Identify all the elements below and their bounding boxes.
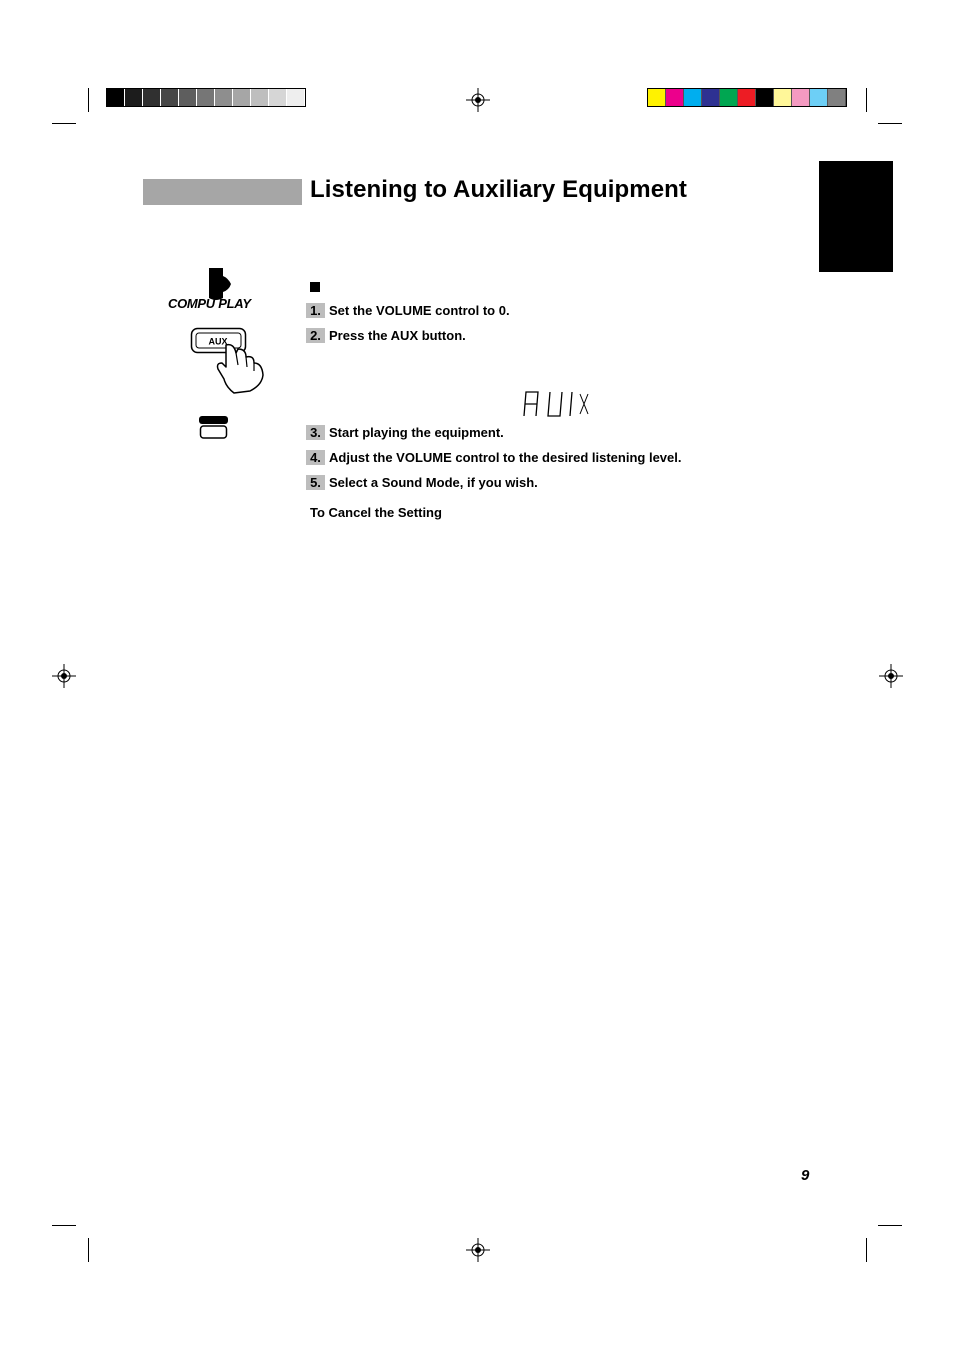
- step-2: [306, 328, 466, 343]
- color-swatch: [720, 89, 738, 106]
- color-swatch: [648, 89, 666, 106]
- page-number: 9: [801, 1167, 810, 1184]
- color-swatch: [125, 89, 143, 106]
- step-number: 1.: [306, 303, 325, 318]
- color-swatch: [702, 89, 720, 106]
- indicator-lamp-icon: [198, 415, 230, 441]
- registration-mark-top: [466, 88, 490, 112]
- color-swatch: [684, 89, 702, 106]
- registration-mark-right: [879, 664, 903, 688]
- color-swatch: [179, 89, 197, 106]
- color-swatch: [774, 89, 792, 106]
- title-accent-bar: [143, 179, 302, 205]
- step-3: [306, 425, 504, 440]
- color-swatch: [107, 89, 125, 106]
- section-tab: [819, 161, 893, 272]
- compu-play-logo: COMPU PLAY: [168, 296, 251, 311]
- step-number: 5.: [306, 475, 325, 490]
- step-5: [306, 475, 538, 490]
- registration-mark-bottom: [466, 1238, 490, 1262]
- color-swatch: [828, 89, 846, 106]
- color-swatch: [215, 89, 233, 106]
- color-swatch: [251, 89, 269, 106]
- step-number: 2.: [306, 328, 325, 343]
- display-readout-aux: [520, 388, 594, 418]
- step-text: Select a Sound Mode, if you wish.: [329, 475, 538, 490]
- section-bullet: [310, 282, 320, 292]
- registration-mark-left: [52, 664, 76, 688]
- step-1: [306, 303, 510, 318]
- aux-button-illustration: [190, 327, 268, 395]
- step-text: Adjust the VOLUME control to the desired listening level.: [329, 450, 682, 465]
- color-swatch: [666, 89, 684, 106]
- aux-button-label: AUX: [208, 336, 228, 347]
- step-4: [306, 450, 682, 465]
- process-color-bar: [647, 88, 847, 107]
- step-number: 3.: [306, 425, 325, 440]
- color-swatch: [810, 89, 828, 106]
- step-text: Set the VOLUME control to 0.: [329, 303, 510, 318]
- step-text: Start playing the equipment.: [329, 425, 504, 440]
- color-swatch: [738, 89, 756, 106]
- color-swatch: [233, 89, 251, 106]
- color-swatch: [792, 89, 810, 106]
- color-swatch: [197, 89, 215, 106]
- step-number: 4.: [306, 450, 325, 465]
- display-readout-text: AUX: [520, 388, 523, 389]
- grayscale-color-bar: [106, 88, 306, 107]
- color-swatch: [269, 89, 287, 106]
- color-swatch: [287, 89, 305, 106]
- color-swatch: [161, 89, 179, 106]
- cancel-heading: To Cancel the Setting: [310, 505, 442, 520]
- color-swatch: [143, 89, 161, 106]
- color-swatch: [756, 89, 774, 106]
- page-title: Listening to Auxiliary Equipment: [310, 176, 688, 203]
- step-text: Press the AUX button.: [329, 328, 466, 343]
